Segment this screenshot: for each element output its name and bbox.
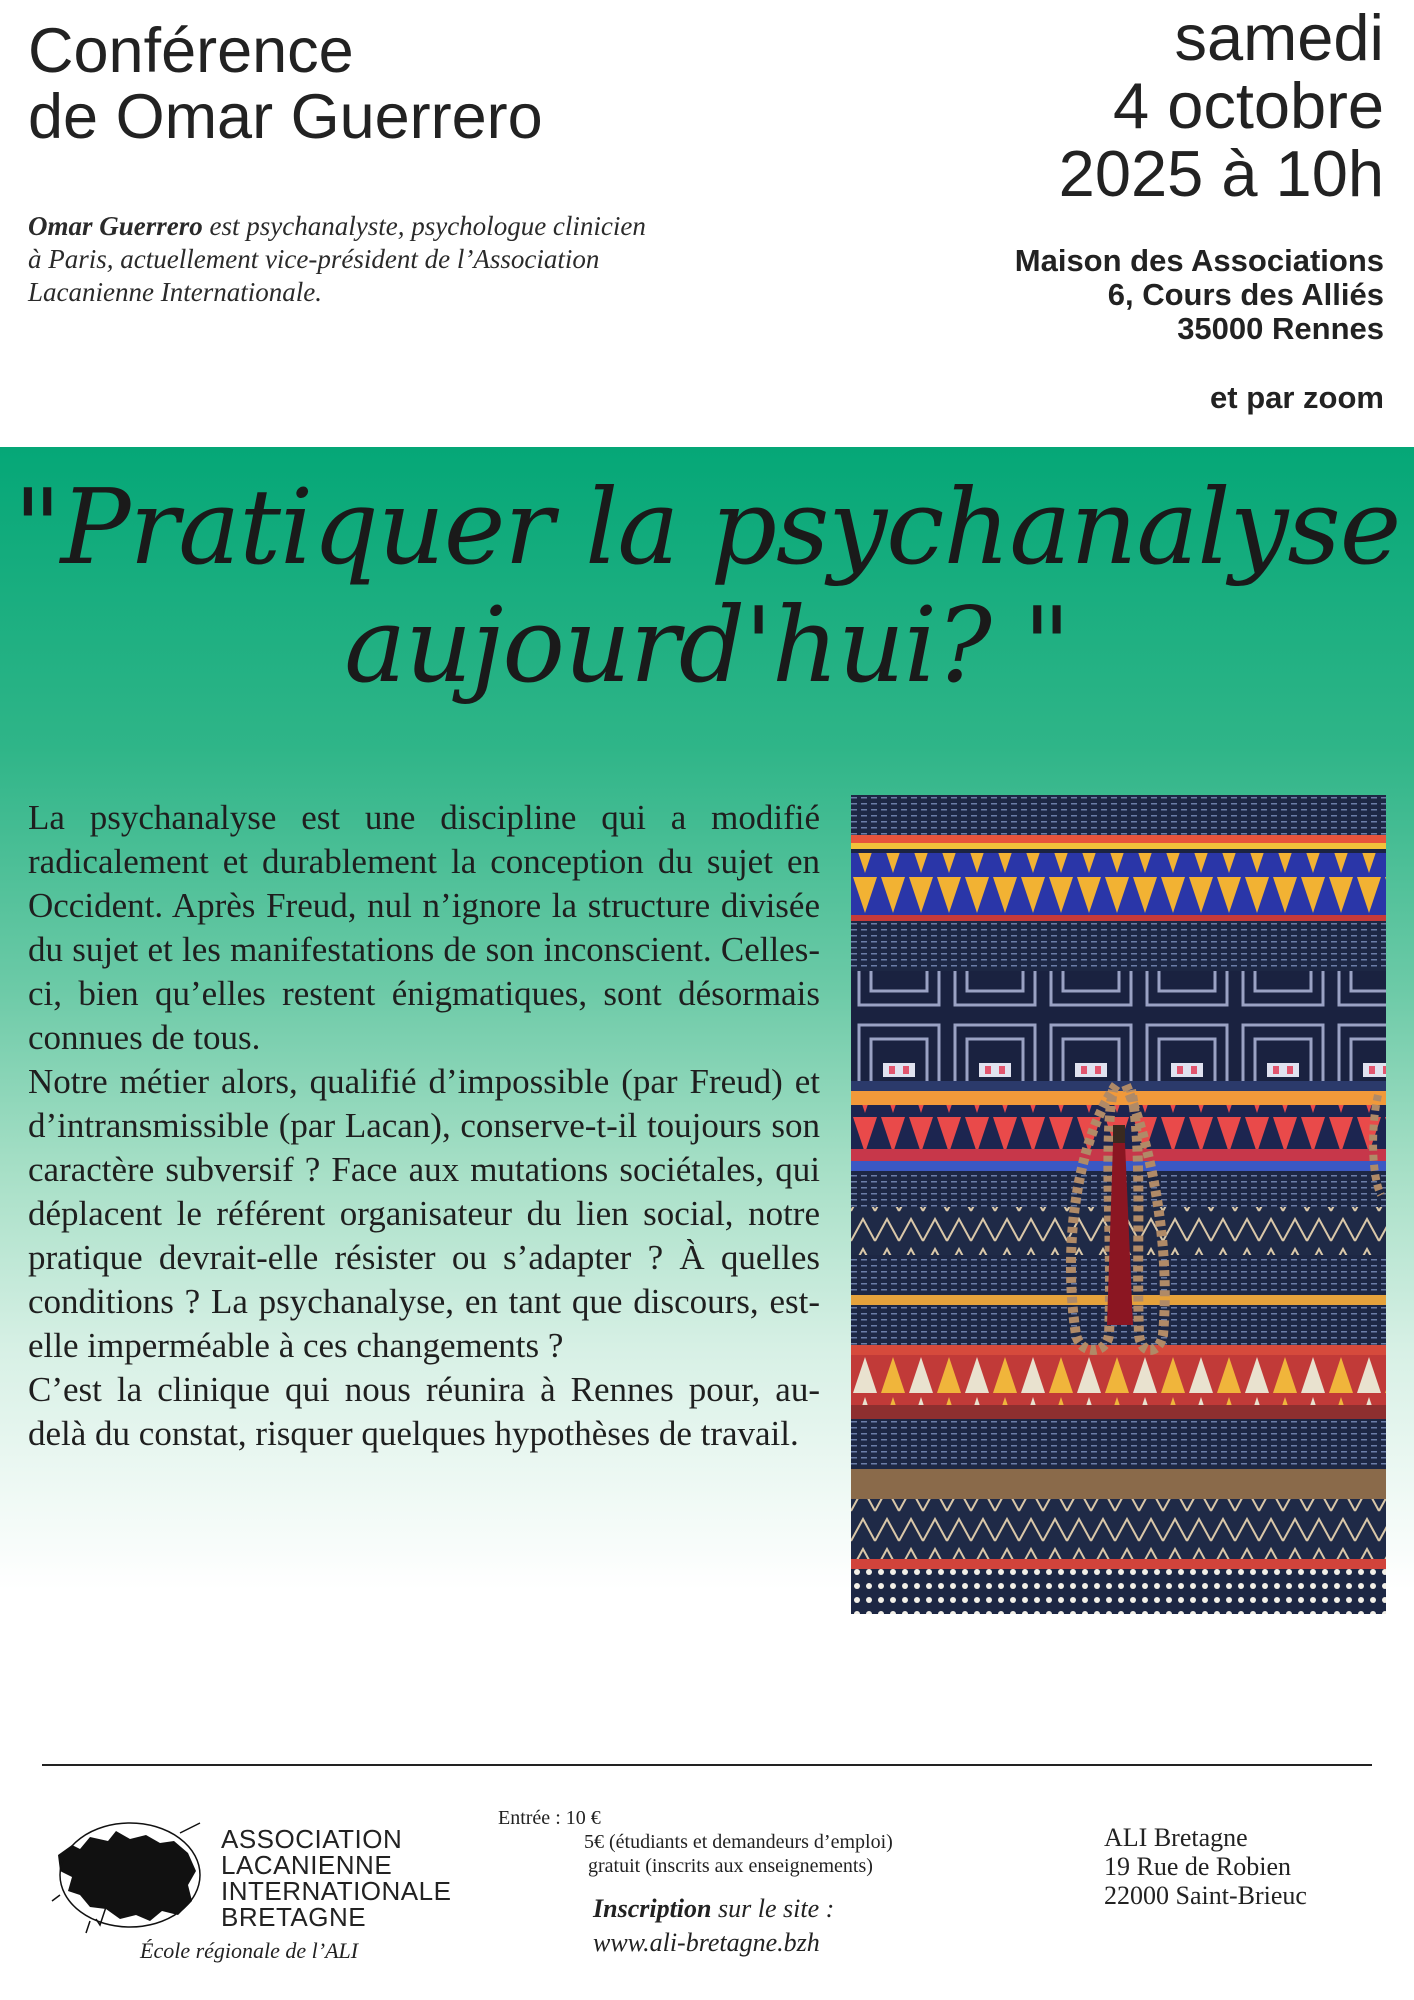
inscription-block xyxy=(593,1892,834,1960)
date-line3: 2025 à 10h xyxy=(1058,137,1384,210)
body-text xyxy=(28,796,820,1456)
venue-line3: 35000 Rennes xyxy=(1177,311,1384,346)
fee-line2: 5€ (étudiants et demandeurs d’emploi) xyxy=(584,1831,893,1853)
organization-name xyxy=(221,1826,451,1930)
website-link[interactable]: www.ali-bretagne.bzh xyxy=(593,1928,820,1957)
bio-line3: Lacanienne Internationale. xyxy=(28,277,322,307)
fee-line1: Entrée : 10 € xyxy=(498,1807,601,1829)
zoom-note: et par zoom xyxy=(1210,380,1384,415)
body-paragraph-2: Notre métier alors, qualifié d’impossible (par Freud) et d’intransmissible (par Lacan), conserve-t-il toujours son caractère subversif ? Face aux mutations sociétales, qui déplacent le référent organisateur du lien social, notre pratique devrait-elle résister ou s’adapter ? À quelles conditions ? La psychanalyse, en tant que discours, est-elle imperméable à ces changements ? xyxy=(28,1062,820,1365)
textile-image xyxy=(851,795,1386,1614)
headline xyxy=(0,468,1414,704)
event-venue xyxy=(784,244,1384,346)
venue-line1: Maison des Associations xyxy=(1014,243,1384,278)
address-line2: 19 Rue de Robien xyxy=(1104,1852,1292,1881)
inscription-text: sur le site : xyxy=(711,1894,835,1923)
conference-title-line2: de Omar Guerrero xyxy=(28,82,543,152)
event-date xyxy=(784,1,1384,210)
org-line2: LACANIENNE xyxy=(221,1850,393,1880)
speaker-bio xyxy=(28,210,748,309)
inscription-label: Inscription xyxy=(593,1894,712,1923)
postal-address xyxy=(1104,1823,1307,1910)
headline-line2: aujourd'hui? " xyxy=(344,584,1070,706)
address-line1: ALI Bretagne xyxy=(1104,1823,1248,1852)
footer-divider xyxy=(42,1764,1372,1766)
address-line3: 22000 Saint-Brieuc xyxy=(1104,1881,1307,1910)
conference-title xyxy=(28,18,728,150)
body-paragraph-1: La psychanalyse est une discipline qui a modifié radicalement et durablement la conception du sujet en Occident. Après Freud, nul n’ignore la structure divisée du sujet et les manifestations de son inconscient. Celles-ci, bien qu’elles restent énigmatiques, sont désormais connues de tous. xyxy=(28,798,820,1057)
bio-line2: à Paris, actuellement vice-président de l’Association xyxy=(28,244,600,274)
date-line1: samedi xyxy=(1174,1,1384,74)
date-line2: 4 octobre xyxy=(1112,69,1384,142)
org-line4: BRETAGNE xyxy=(221,1902,367,1932)
conference-title-line1: Conférence xyxy=(28,16,354,86)
org-line1: ASSOCIATION xyxy=(221,1824,403,1854)
organization-tagline: École régionale de l’ALI xyxy=(140,1938,359,1963)
bio-line1: est psychanalyste, psychologue clinicien xyxy=(202,211,646,241)
body-paragraph-3: C’est la clinique qui nous réunira à Rennes pour, au-delà du constat, risquer quelques hypothèses de travail. xyxy=(28,1370,820,1453)
headline-line1: "Pratiquer la psychanalyse xyxy=(13,466,1401,588)
org-line3: INTERNATIONALE xyxy=(221,1876,452,1906)
venue-line2: 6, Cours des Alliés xyxy=(1107,277,1384,312)
fee-line3: gratuit (inscrits aux enseignements) xyxy=(588,1855,873,1877)
brittany-map-icon xyxy=(50,1815,210,1935)
speaker-name: Omar Guerrero xyxy=(28,211,203,241)
